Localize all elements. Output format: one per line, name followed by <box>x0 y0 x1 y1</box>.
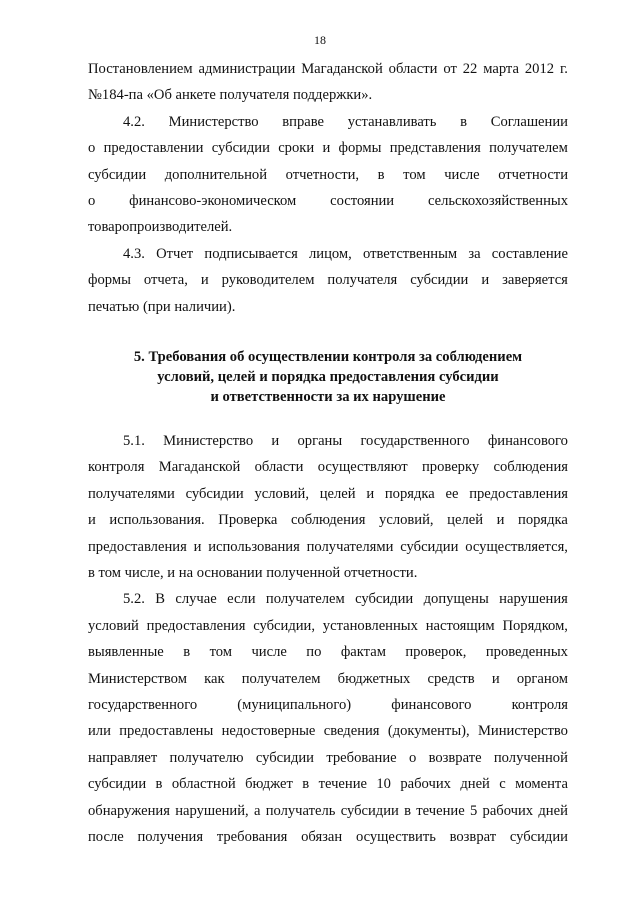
text-line: Министерством как получателем бюджетных средств и органом <box>88 670 568 687</box>
text-line: субсидии в областной бюджет в течение 10 рабочих дней с момента <box>88 776 568 793</box>
text-line: 5.1. Министерство и органы государственного финансового <box>123 433 568 449</box>
text-line: №184-па «Об анкете получателя поддержки». <box>88 87 373 104</box>
body-text-top <box>88 56 568 320</box>
heading-line: 5. Требования об осуществлении контроля за соблюдением <box>133 349 523 365</box>
text-line: и использования. Проверка соблюдения условий, целей и порядка <box>88 512 568 529</box>
text-line: 5.2. В случае если получателем субсидии допущены нарушения <box>123 591 568 608</box>
text-line: 4.3. Отчет подписывается лицом, ответственным за составление <box>123 245 568 262</box>
text-line: субсидии дополнительной отчетности, в том числе отчетности <box>88 166 568 183</box>
paragraph-continuation <box>88 56 568 109</box>
text-line: или предоставлены недостоверные сведения (документы), Министерство <box>88 723 568 740</box>
text-line: условий предоставления субсидии, установленных настоящим Порядком, <box>88 617 568 634</box>
body-text-bottom <box>88 428 568 851</box>
text-line: получателями субсидии условий, целей и порядка ее предоставления <box>88 485 568 502</box>
text-line: 4.2. Министерство вправе устанавливать в Соглашении <box>123 113 568 130</box>
text-line: о предоставлении субсидии сроки и формы представления получателем <box>88 140 568 157</box>
text-line: печатью (при наличии). <box>88 298 236 315</box>
text-line: предоставления и использования получателями субсидии осуществляется, <box>88 538 568 555</box>
text-line: государственного (муниципального) финансового контроля <box>88 697 568 714</box>
paragraph-4-2 <box>88 109 568 241</box>
text-line: в том числе, и на основании полученной отчетности. <box>88 565 418 582</box>
text-line: товаропроизводителей. <box>88 219 233 236</box>
text-line: направляет получателю субсидии требование о возврате полученной <box>88 749 568 766</box>
text-line: контроля Магаданской области осуществляют проверку соблюдения <box>88 459 568 476</box>
section-heading <box>88 347 568 407</box>
heading-line: и ответственности за их нарушение <box>210 389 446 405</box>
text-line: обнаружения нарушений, а получатель субсидии в течение 5 рабочих дней <box>88 802 568 819</box>
text-line: о финансово-экономическом состоянии сельскохозяйственных <box>88 193 568 210</box>
paragraph-4-3 <box>88 241 568 320</box>
heading-line: условий, целей и порядка предоставления субсидии <box>157 369 499 385</box>
text-line: выявленные в том числе по фактам проверок, проведенных <box>88 644 568 661</box>
paragraph-5-1 <box>88 428 568 586</box>
page-number: 18 <box>314 33 326 47</box>
text-line: формы отчета, и руководителем получателя субсидии и заверяется <box>88 272 568 289</box>
text-line: Постановлением администрации Магаданской области от 22 марта 2012 г. <box>88 61 568 77</box>
paragraph-5-2 <box>88 586 568 850</box>
text-line: после получения требования обязан осуществить возврат субсидии <box>88 829 568 846</box>
